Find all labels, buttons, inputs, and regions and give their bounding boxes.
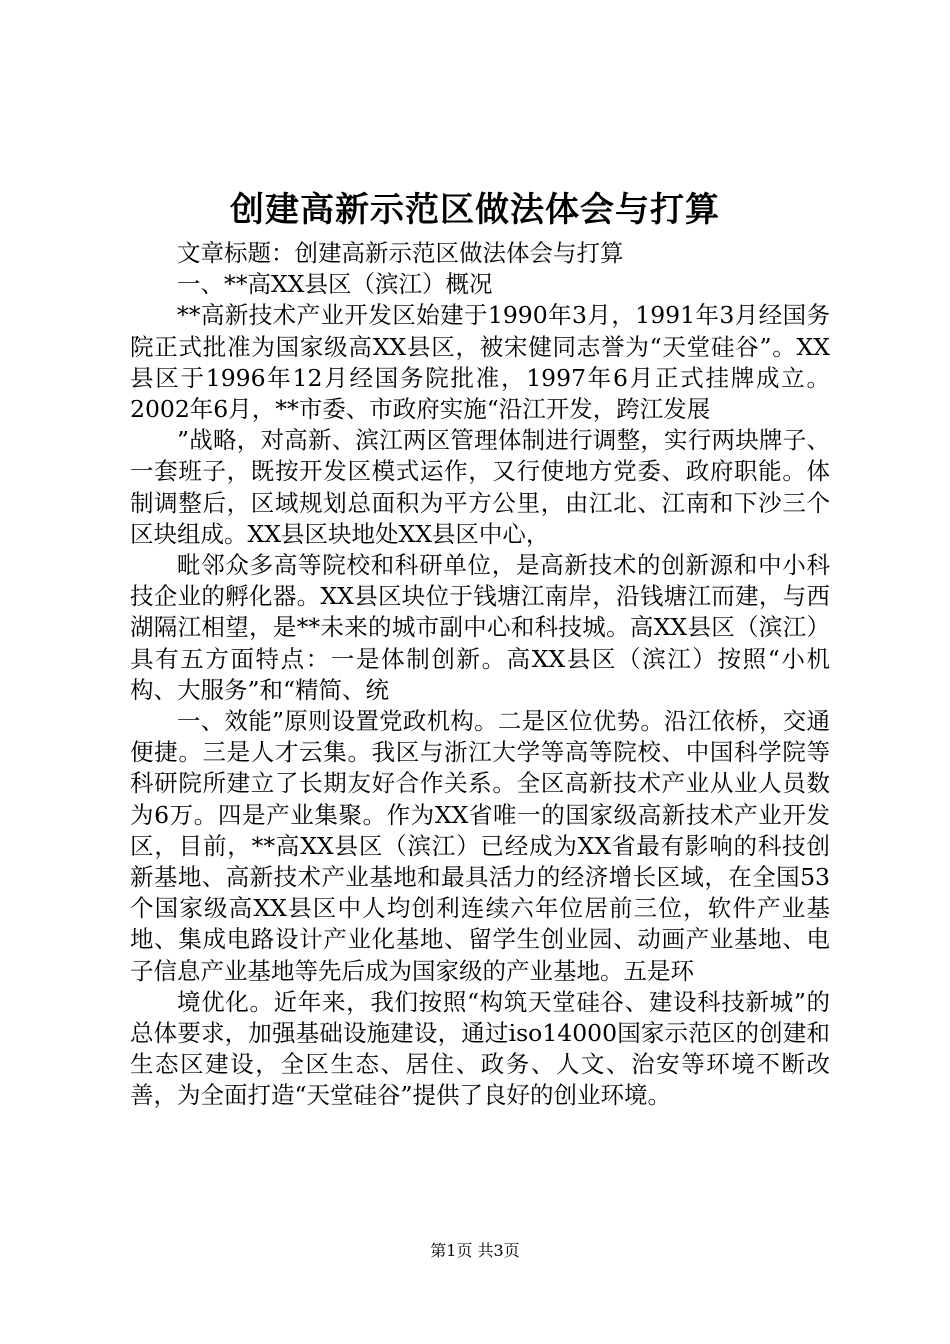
document-body — [130, 238, 830, 1112]
paragraph-strategy: ”战略，对高新、滨江两区管理体制进行调整，实行两块牌子、一套班子，既按开发区模式运作，又行使地方党委、政府职能。体制调整后，区域规划总面积为平方公里，由江北、江南和下沙三个区块组成。XX县区块地处XX县区中心， — [130, 426, 830, 548]
page-number-footer: 第1页 共3页 — [430, 1241, 520, 1260]
paragraph-environment: 境优化。近年来，我们按照“构筑天堂硅谷、建设科技新城”的总体要求，加强基础设施建设，通过iso14000国家示范区的创建和生态区建设，全区生态、居住、政务、人文、治安等环境不断改善，为全面打造“天堂硅谷”提供了良好的创业环境。 — [130, 987, 830, 1110]
paragraph-location: 毗邻众多高等院校和科研单位，是高新技术的创新源和中小科技企业的孵化器。XX县区块位于钱塘江南岸，沿钱塘江而建，与西湖隔江相望，是**未来的城市副中心和科技城。高XX县区（滨江）具有五方面特点：一是体制创新。高XX县区（滨江）按照“小机构、大服务”和“精简、统 — [130, 551, 830, 704]
paragraph-section-heading: 一、**高XX县区（滨江）概况 — [177, 270, 493, 299]
document-title: 创建高新示范区做法体会与打算 — [230, 190, 720, 230]
paragraph-features: 一、效能”原则设置党政机构。二是区位优势。沿江依桥，交通便捷。三是人才云集。我区与浙江大学等高等院校、中国科学院等科研院所建立了长期友好合作关系。全区高新技术产业从业人员数为6万。四是产业集聚。作为XX省唯一的国家级高新技术产业开发区，目前，**高XX县区（滨江）已经成为XX省最有影响的科技创新基地、高新技术产业基地和最具活力的经济增长区域，在全国53个国家级高XX县区中人均创利连续六年位居前三位，软件产业基地、集成电路设计产业化基地、留学生创业园、动画产业基地、电子信息产业基地等先后成为国家级的产业基地。五是环 — [130, 707, 830, 985]
paragraph-history: **高新技术产业开发区始建于1990年3月，1991年3月经国务院正式批准为国家级高XX县区，被宋健同志誉为“天堂硅谷”。XX县区于1996年12月经国务院批准，1997年6月正式挂牌成立。2002年6月，**市委、市政府实施“沿江开发，跨江发展 — [130, 301, 830, 424]
paragraph-article-title: 文章标题：创建高新示范区做法体会与打算 — [177, 239, 624, 267]
